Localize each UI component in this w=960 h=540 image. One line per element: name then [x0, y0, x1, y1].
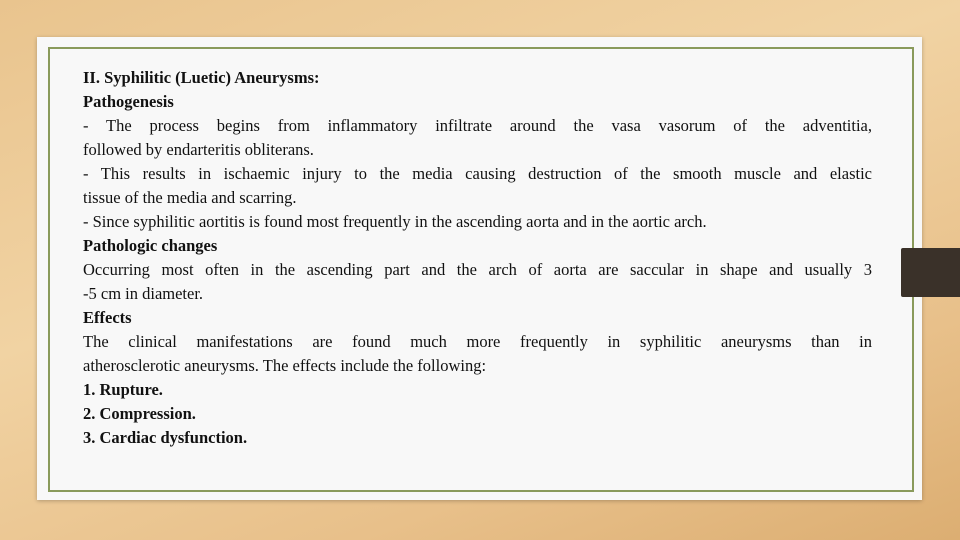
paragraph-line: - The process begins from inflammatory infiltrate around the vasa vasorum of the adventitia,	[83, 116, 872, 135]
effects-list-item: 1. Rupture.	[83, 380, 163, 399]
heading-effects: Effects	[83, 308, 132, 327]
effects-list-item: 2. Compression.	[83, 404, 196, 423]
binder-clip-decoration	[901, 248, 960, 297]
slide-body	[83, 66, 872, 450]
paragraph-line: atherosclerotic aneurysms. The effects include the following:	[83, 356, 487, 375]
paragraph-line: tissue of the media and scarring.	[83, 188, 297, 207]
paragraph-line: The clinical manifestations are found much more frequently in syphilitic aneurysms than in	[83, 332, 872, 351]
paragraph-line: - This results in ischaemic injury to the media causing destruction of the smooth muscle and elastic	[83, 164, 872, 183]
heading-pathogenesis: Pathogenesis	[83, 92, 174, 111]
paragraph-line: followed by endarteritis obliterans.	[83, 140, 314, 159]
heading-pathologic-changes: Pathologic changes	[83, 236, 218, 255]
paragraph-line: -5 cm in diameter.	[83, 284, 204, 303]
slide-title: II. Syphilitic (Luetic) Aneurysms:	[83, 68, 320, 87]
paragraph-line: Occurring most often in the ascending part and the arch of aorta are saccular in shape and usually 3	[83, 260, 872, 279]
effects-list-item: 3. Cardiac dysfunction.	[83, 428, 248, 447]
paragraph-line: - Since syphilitic aortitis is found most frequently in the ascending aorta and in the aortic arch.	[83, 212, 707, 231]
